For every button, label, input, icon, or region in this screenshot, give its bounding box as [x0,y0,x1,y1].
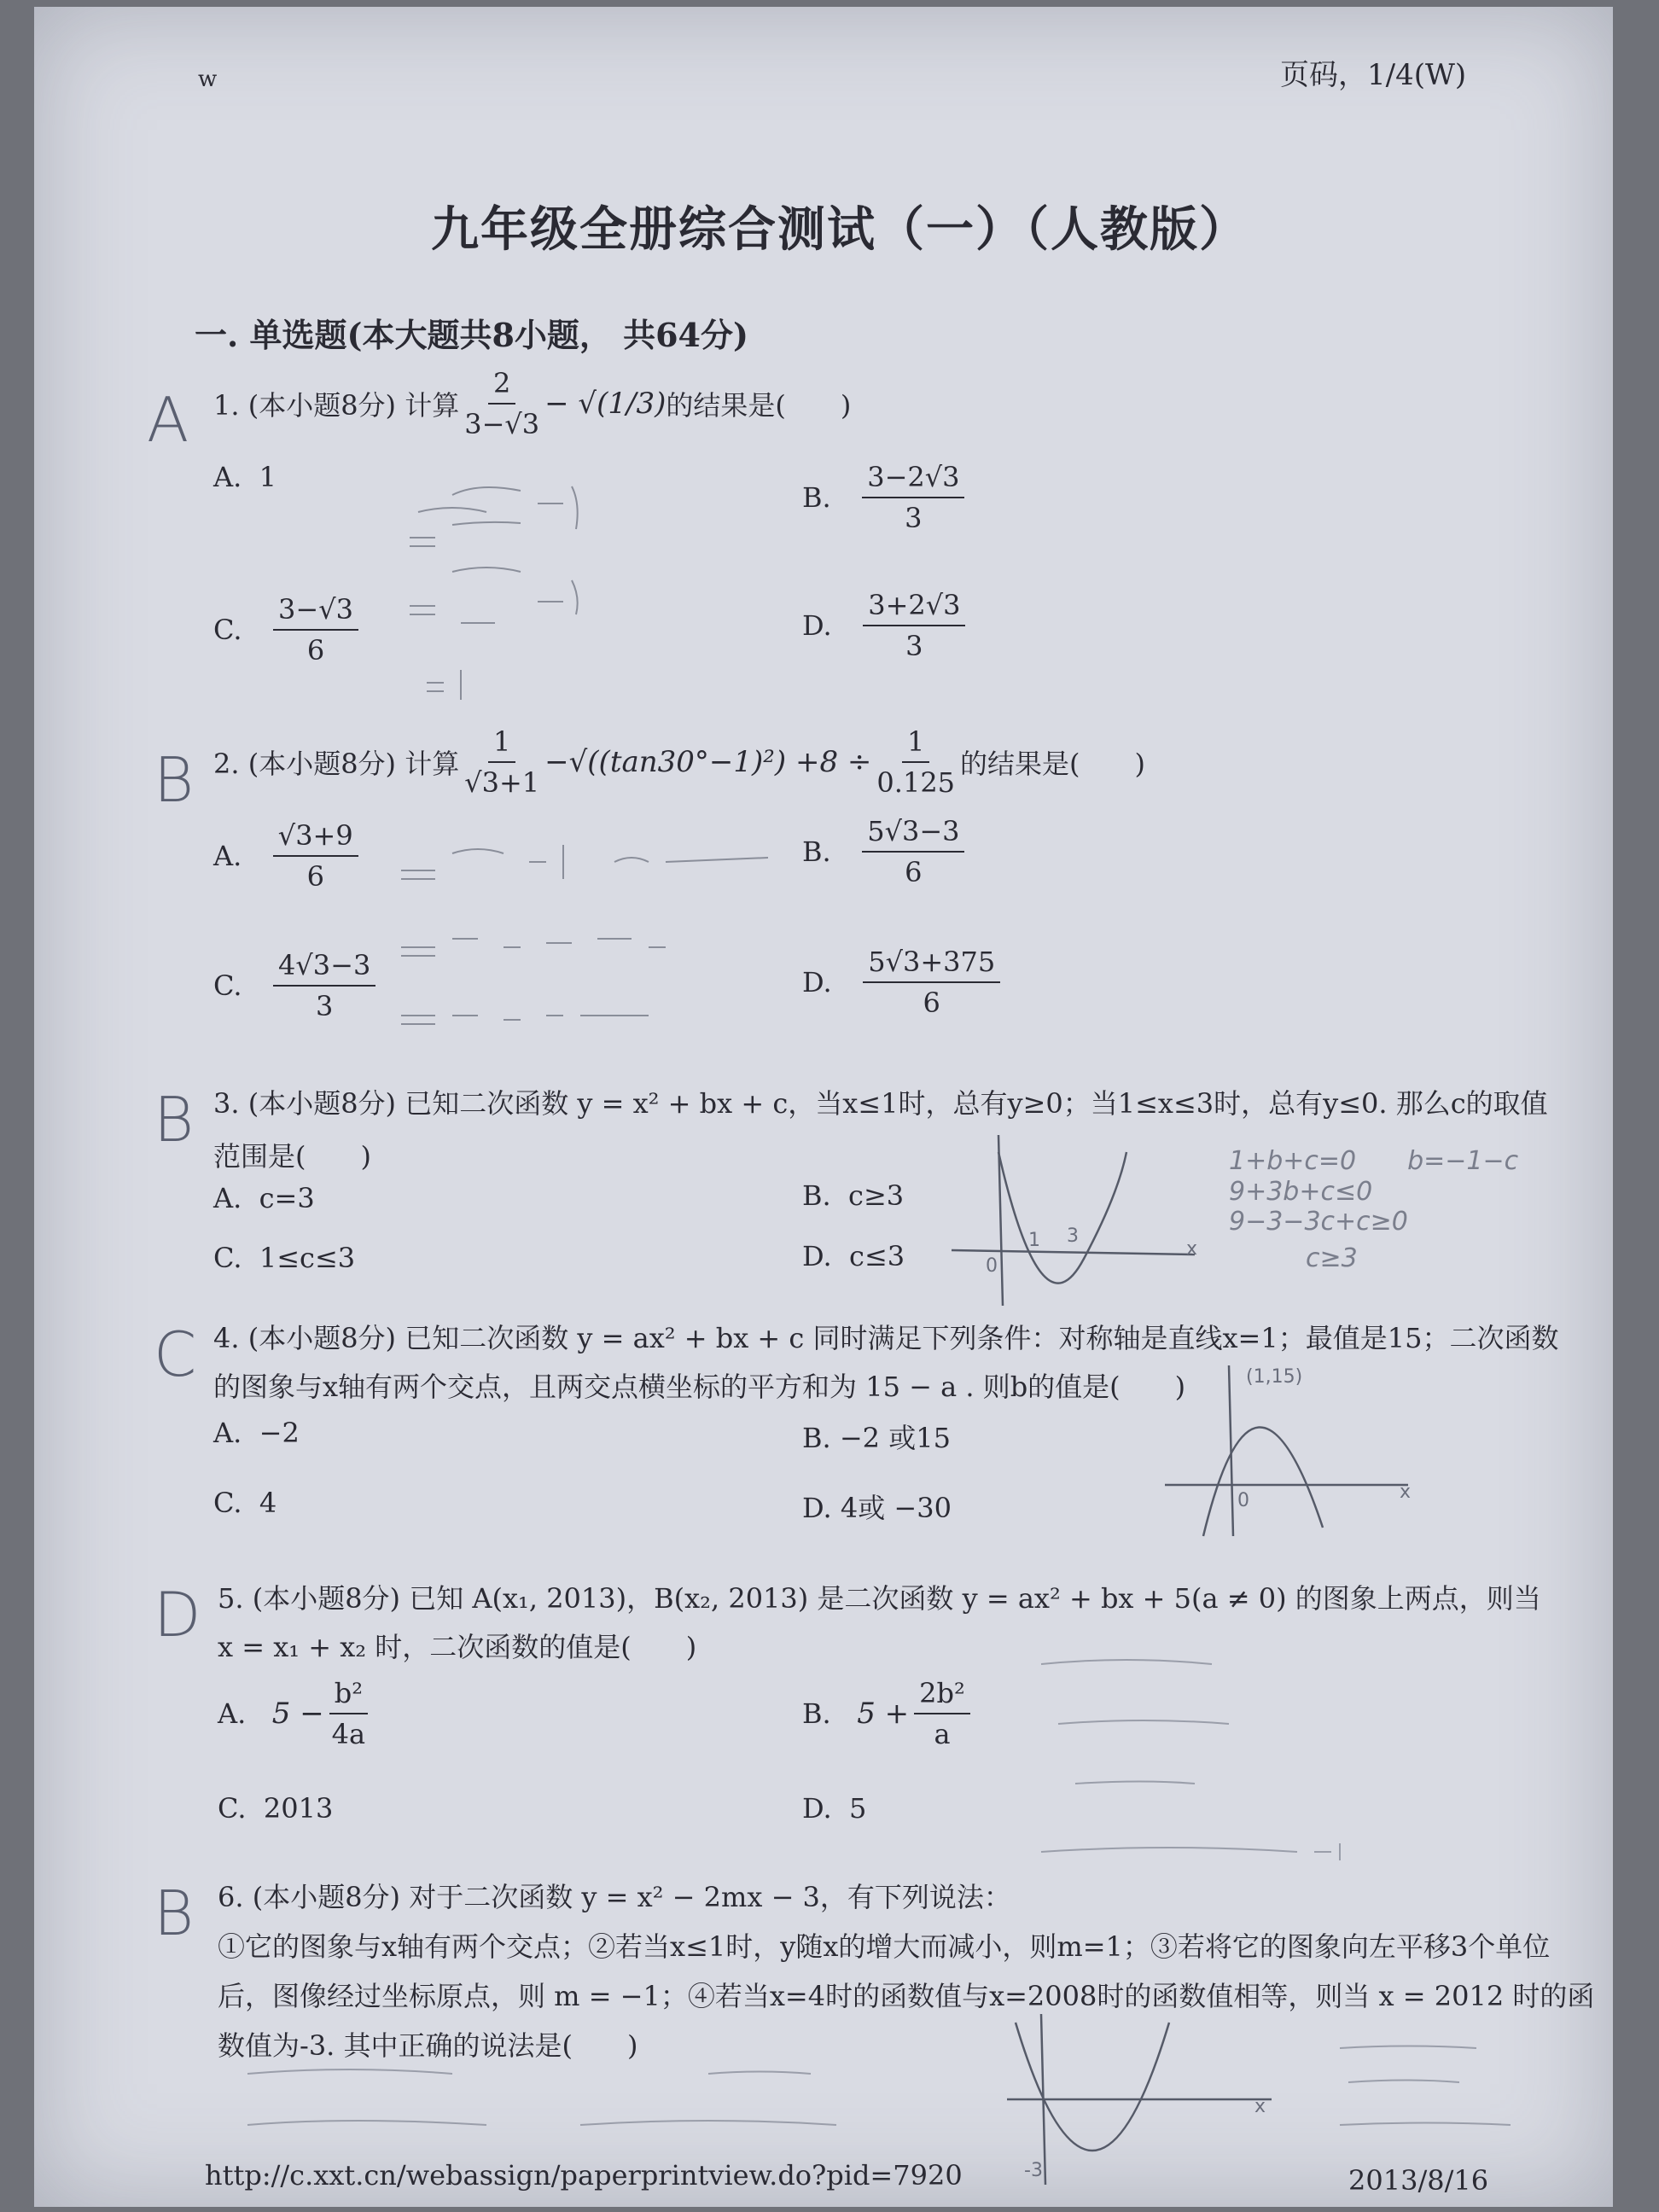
answer-mark-q1: A [147,384,189,456]
q4-option-a[interactable]: A. −2 [213,1417,300,1449]
question-1 [213,367,851,440]
q1-option-b[interactable]: B. $\frac{3-2√3}{3}$ [802,461,969,534]
q4-option-b[interactable]: B. −2 或15 [802,1422,951,1454]
q1-radical: − √(1/3) [544,387,667,421]
answer-mark-q6: B [154,1877,195,1949]
answer-mark-q3: B [154,1084,195,1155]
q6-parabola-sketch [998,2005,1289,2193]
q2-option-c[interactable]: C. $\frac{4√3-3}{3}$ [213,949,381,1022]
q1-suffix: 的结果是( ) [666,389,852,422]
q3-option-c[interactable]: C. 1≤c≤3 [213,1242,356,1274]
answer-mark-q2: B [154,744,195,816]
q2-option-d[interactable]: D. $\frac{5√3+375}{6}$ [802,946,1005,1019]
q2-option-a[interactable]: A. $\frac{√3+9}{6}$ [213,819,364,893]
question-2: 2. (本小题8分) 计算 $\frac{1}{√3+1}$ −√((tan30°−1)²) +8 ÷ $\frac{1}{0.125}$ 的结果是( ) [213,725,1146,799]
q4-parabola-sketch [1161,1357,1417,1545]
q1-option-d[interactable]: D. $\frac{3+2√3}{3}$ [802,589,970,662]
q5-option-c[interactable]: C. 2013 [218,1792,334,1825]
svg-text:0: 0 [1237,1490,1249,1511]
q1-option-c[interactable]: C. $\frac{3-√3}{6}$ [213,593,364,667]
svg-text:3: 3 [1067,1225,1079,1247]
q3-option-b[interactable]: B. c≥3 [802,1179,905,1212]
svg-text:x: x [1254,2096,1266,2117]
answer-mark-q5: D [154,1579,201,1650]
question-5-line1: 5. (本小题8分) 已知 A(x₁, 2013)，B(x₂, 2013) 是二次函数 y = ax² + bx + 5(a ≠ 0) 的图象上两点，则当 [218,1582,1541,1615]
q4-option-d[interactable]: D. 4或 −30 [802,1492,952,1524]
question-4-line2: 的图象与x轴有两个交点，且两交点横坐标的平方和为 15 − a . 则b的值是( ) [213,1371,1186,1403]
q2-option-b[interactable]: B. $\frac{5√3-3}{6}$ [802,815,969,888]
question-6-line2: ①它的图象与x轴有两个交点；②若当x≤1时，y随x的增大而减小，则m=1；③若将它的图象向左平移3个单位 [218,1930,1551,1963]
question-5-line2: x = x₁ + x₂ 时，二次函数的值是( ) [218,1631,697,1663]
q1-option-a[interactable]: A. 1 [213,461,276,493]
q3-parabola-sketch [947,1126,1203,1314]
q5-handwritten-work [1033,1639,1442,1886]
svg-text:0: 0 [986,1255,998,1277]
header-left-mark: w [198,67,218,92]
question-6-line4: 数值为-3. 其中正确的说法是( ) [218,2029,638,2062]
page-number: 页码，1/4(W) [1280,58,1467,92]
q1-handwritten-work [401,452,657,708]
question-3-line2: 范围是( ) [213,1140,371,1173]
q3-handwritten-notes: 1+b+c=0 b=−1−c 9+3b+c≤0 9−3−3c+c≥0 c≥3 [1229,1146,1519,1273]
question-3-line1: 3. (本小题8分) 已知二次函数 y = x² + bx + c，当x≤1时，总有y≥0；当1≤x≤3时，总有y≤0. 那么c的取值 [213,1087,1548,1120]
svg-text:1: 1 [1028,1230,1040,1251]
answer-mark-q4: C [154,1318,197,1390]
q1-prefix: 1. (本小题8分) 计算 [213,389,460,422]
question-6-line3: 后，图像经过坐标原点，则 m = −1；④若当x=4时的函数值与x=2008时的函数值相等，则当 x = 2012 时的函 [218,1980,1595,2012]
question-4-line1: 4. (本小题8分) 已知二次函数 y = ax² + bx + c 同时满足下列条件：对称轴是直线x=1；最值是15；二次函数 [213,1322,1559,1354]
q2-handwritten-work [393,819,836,1067]
q3-option-a[interactable]: A. c=3 [213,1182,315,1214]
q5-option-a[interactable]: A. 5 − $\frac{\text{b²}}{4a}$ [218,1677,373,1750]
svg-text:x: x [1400,1481,1412,1503]
section-heading: 一. 单选题(本大题共8小题， 共64分) [195,316,748,354]
q2-expression: −√((tan30°−1)²) +8 ÷ [544,745,872,779]
svg-text:-3: -3 [1024,2160,1043,2181]
q6-handwritten-work [239,2048,1007,2159]
page-title: 九年级全册综合测试（一）（人教版） [431,201,1249,258]
q6-handwritten-notes [1331,2031,1587,2142]
footer-date: 2013/8/16 [1348,2164,1489,2197]
svg-text:x: x [1186,1238,1198,1260]
question-6-line1: 6. (本小题8分) 对于二次函数 y = x² − 2mx − 3，有下列说法： [218,1881,1011,1913]
svg-text:(1,15): (1,15) [1246,1366,1303,1388]
footer-url[interactable]: http://c.xxt.cn/webassign/paperprintview.do?pid=7920 [205,2159,963,2192]
q1-fraction: $\frac{2}{3-√3}$ [464,367,540,440]
q5-option-b[interactable]: B. 5 + $\frac{\text{2b²}}{a}$ [802,1677,975,1750]
q5-option-d[interactable]: D. 5 [802,1792,867,1825]
q4-option-c[interactable]: C. 4 [213,1487,277,1519]
q3-option-d[interactable]: D. c≤3 [802,1240,905,1272]
